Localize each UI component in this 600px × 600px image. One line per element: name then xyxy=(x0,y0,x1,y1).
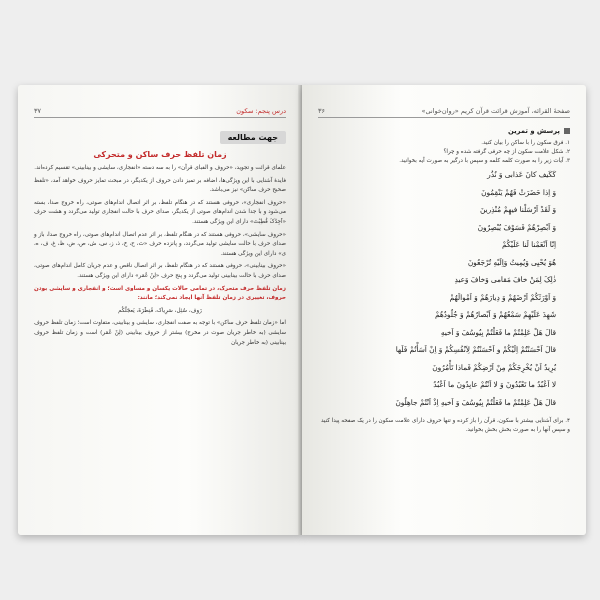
verse-line: هُوَ یُحْیِی وَیُمِیتُ وَاِلَیْهِ تُرْجَعُونَ xyxy=(467,257,556,267)
right-page xyxy=(302,85,586,535)
verse-line: قالَ اَحْسَنْتُمْ اِلَیْکُمْ و اَحْسَنْتُمْ لِاَنْفُسِکُمْ وَ اِنْ اَسَأْتُمْ فَلَها xyxy=(395,345,556,354)
right-header-title: صفحهٔ القرائه، آموزش قرائت قرآن کریم «روان‌خوانی» xyxy=(421,107,570,115)
verse-line: ذٰلِکَ لِمَنْ خافَ مَقامی وَخافَ وَعیدِ xyxy=(454,275,556,284)
verse-line: وَ اِذا حَضَرَتْ فَهُمْ یَنْقِمُونَ xyxy=(481,187,556,197)
paragraph: اما «زمان تلفظ حرف ساکن» با توجه به صفت انفجاری، سایشی و بینابینی، متفاوت است؛ زمان تلفظ حروف سایشی (به خاطر جریان صوت در مخرج) بیشتر از حروف بینابینی (لِنْ عُمَر) است و زمان تلفظ حروف بینابینی (به خاطر جریان xyxy=(34,320,286,346)
question: ۱. فرق سکون را با ساکن را بیان کنید. xyxy=(481,140,570,146)
bullet-square-icon xyxy=(564,128,570,134)
exercise-title: پرسش و تمرین xyxy=(507,127,560,135)
open-book xyxy=(10,85,590,540)
verse-line: لا اَعْبُدُ ما تَعْبُدُونَ وَ لا اَنْتُمْ عابِدُونَ ما اَعْبُدُ xyxy=(433,380,556,389)
example-words: رَوف، سُئِل، سَرِیاک، قَنِطَرَهْ، یَعجَلُکُم xyxy=(118,307,202,314)
verse-line: شَهِدَ عَلَیْهِمْ سَمْعُهُمْ وَ اَبْصارُهُمْ وَ جُلُودُهُمْ xyxy=(434,310,556,319)
question: ۳. آیات زیر را به صورت کلمه کلمه و سپس با درگیر به صورت آیه بخوانید. xyxy=(399,158,570,164)
right-page-header xyxy=(318,107,570,118)
left-page-number: ۳۷ xyxy=(34,107,41,115)
right-page-content xyxy=(318,125,570,435)
paragraph: فایدهٔ آشنایی با این ویژگی‌ها، اضافه بر تمیز دادن حروف از یکدیگر، در مبحث تمایز حروف خواهد آمد، «تلفظ صحیح حرف ساکن» نیز می‌باشد. xyxy=(34,177,286,194)
paragraph: علمای قرائت و تجوید، «حروف و الفبای قرآن» را به سه دسته «انفجاری، سایشی و بینابینی» تقسیم کرده‌اند. xyxy=(34,165,286,171)
section-tag: جهت مطالعه xyxy=(220,131,286,144)
exercise-heading xyxy=(318,127,570,135)
verse-line: کَکَیف کانَ عَذابی وَ نُذُر xyxy=(487,170,556,179)
paragraph: «حروف سایشی»، حروفی هستند که در هنگام تلفظ، بر اثر عدم اتصال اندام‌های صوتی، راه خروج صدا، باز و صدای حرف با حالت سایشی تولید می‌گردد، و پانزده حرف «ث، ح، خ، ذ، ز، س، ش، ص، ض، ظ، غ، ف، ه، ی» دارای این ویژگی هستند. xyxy=(34,231,286,257)
verse-line: قالَ هَلْ عَلِمْتُمْ ما فَعَلْتُمْ بِیُوسُفَ وَ اَخیهِ xyxy=(440,327,556,337)
left-page-content xyxy=(34,125,286,351)
paragraph: «حروف بینابینی»، حروفی هستند که در هنگام تلفظ، بر اثر اتصال ناقص و عدم جریان کامل اندام‌های صوتی، صدای حرف با حالت بینابینی تولید می‌گردد و پنج حرف «لِنْ عُمَر» دارای این ویژگی هستند. xyxy=(34,263,286,279)
right-page-number: ۳۶ xyxy=(318,107,325,115)
verse-line: قالَ هَلْ عَلِمْتُمْ ما فَعَلْتُمْ بِیُوسُفَ وَ اَخیهِ اِذْ اَنْتُمْ جاهِلُونَ xyxy=(395,397,556,407)
paragraph-highlight: زمان تلفظ حرف متحرک، در تمامی حالات یکسان و مساوی است؛ و انفجاری و سایشی بودن حروف، تغییری در زمان تلفظ آنها ایجاد نمی‌کند؛ مانند: xyxy=(34,285,286,302)
verse-line: اِنّا اَنْعَمْنا لَنا عَلَیْکُمْ xyxy=(502,240,556,249)
question: ۲. شکل علامت سکون از چه حرفی گرفته شده و چرا؟ xyxy=(443,149,570,155)
paragraph: «حروف انفجاری»، حروفی هستند که در هنگام تلفظ، بر اثر اتصال اندام‌های صوتی، راه خروج صدا، بسته می‌شود و با جدا شدن اندام‌های صوتی از یکدیگر، صدای حرف با حالت انفجاری تولید می‌گردد و هشت حرف «اَجِدُکَ قُطِبْتَ» دارای این ویژگی هستند. xyxy=(34,199,286,225)
left-page xyxy=(18,85,302,535)
verse-line: یُرِیدُ اَنْ یُخْرِجَکُمْ مِنْ اَرْضِکُمْ فَماذا تَأْمُرُونَ xyxy=(432,362,556,372)
section-title: زمان تلفظ حرف ساکن و متحرکی xyxy=(93,150,227,159)
verse-line: وَ اَوْرَثَکُمْ اَرْضَهُمْ وَ دِیارَهُمْ وَ اَمْوالَهُمْ xyxy=(449,292,556,302)
left-header-lesson: درس پنجم: سکون xyxy=(236,107,286,115)
verse-line: وَ لَقَدْ اَرْسَلْنا فیهِمْ مُنْذِرینَ xyxy=(479,205,556,214)
left-page-header xyxy=(34,107,286,118)
verse-line: وَ اَبْصِرْهُمْ فَسَوْفَ یُبْصِرُونَ xyxy=(477,222,556,232)
footer-note: ۴. برای آشنایی بیشتر با سکون، قرآن را باز کرده و تنها حروف دارای علامت سکون را در یک صفحه پیدا کنید و سپس آنها را به صورت بخش بخش بخوانید. xyxy=(320,418,570,433)
